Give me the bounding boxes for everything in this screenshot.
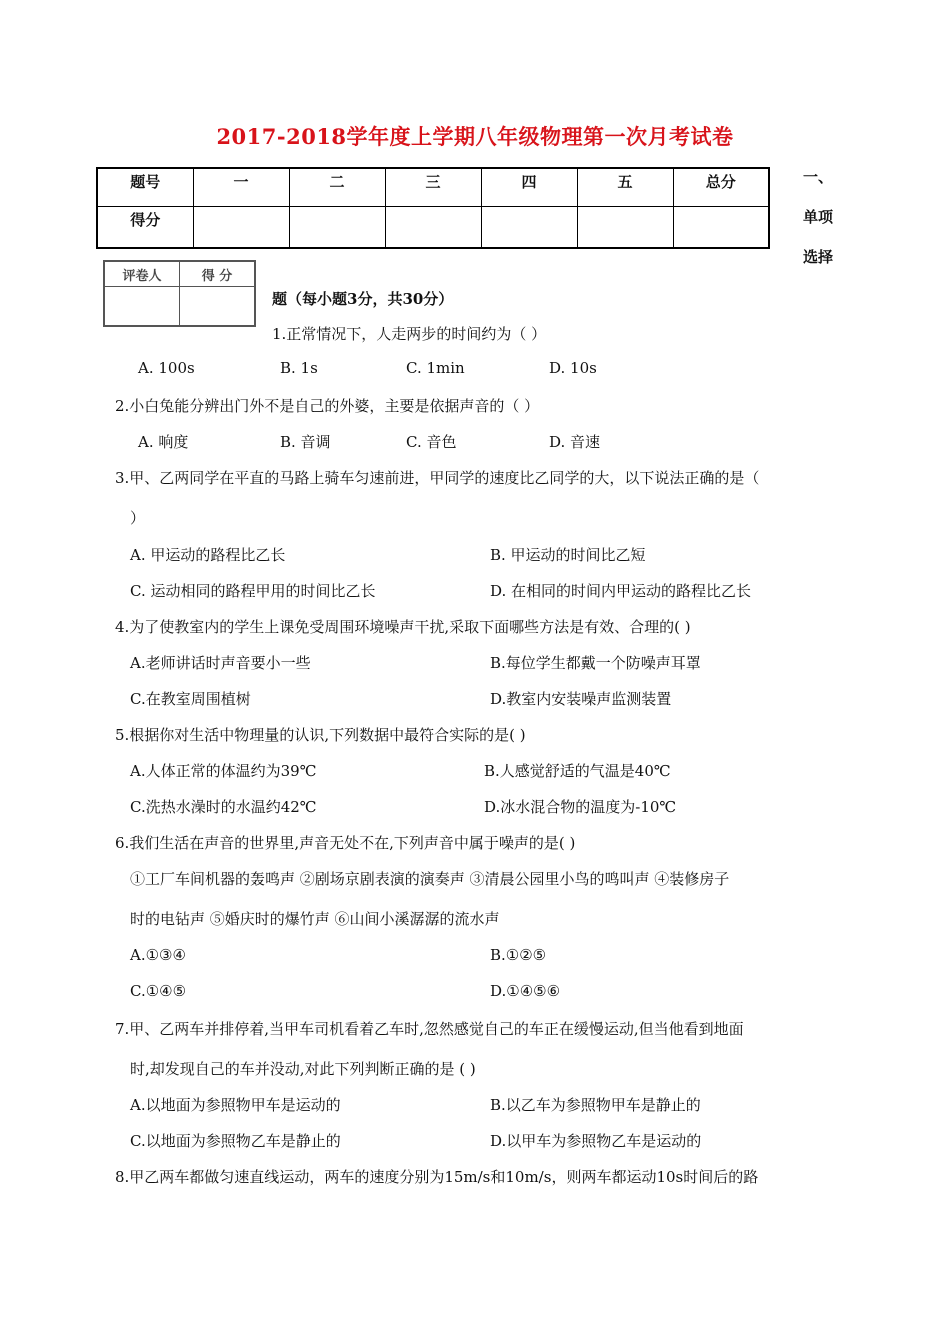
- option: A. 响度: [138, 433, 189, 451]
- score-label: 得 分: [180, 261, 256, 287]
- question-6: 6.我们生活在声音的世界里,声音无处不在,下列声音中属于噪声的是( ): [115, 834, 576, 852]
- score-row-label: 得分: [97, 206, 193, 248]
- option: D. 在相同的时间内甲运动的路程比乙长: [490, 582, 752, 600]
- option: B.以乙车为参照物甲车是静止的: [490, 1096, 701, 1114]
- option: C. 1min: [406, 359, 465, 377]
- option: D.①④⑤⑥: [490, 982, 561, 1000]
- question-6-items-cont: 时的电钻声 ⑤婚庆时的爆竹声 ⑥山间小溪潺潺的流水声: [130, 910, 500, 928]
- score-cell: [289, 206, 385, 248]
- option: C.洗热水澡时的水温约42℃: [130, 798, 317, 816]
- option: A. 100s: [138, 359, 195, 377]
- grader-cell: [104, 287, 180, 327]
- score-header: 一: [193, 168, 289, 206]
- question-6-items: ①工厂车间机器的轰鸣声 ②剧场京剧表演的演奏声 ③清晨公园里小鸟的鸣叫声 ④装修房子: [130, 870, 730, 888]
- score-cell: [481, 206, 577, 248]
- option: C.以地面为参照物乙车是静止的: [130, 1132, 341, 1150]
- question-3-cont: ）: [130, 509, 146, 527]
- option: C. 音色: [406, 433, 457, 451]
- question-3: 3.甲、乙两同学在平直的马路上骑车匀速前进，甲同学的速度比乙同学的大，以下说法正确的是（: [115, 469, 760, 487]
- option: D.以甲车为参照物乙车是运动的: [490, 1132, 702, 1150]
- score-table: [96, 167, 770, 249]
- option: C.①④⑤: [130, 982, 187, 1000]
- score-header: 二: [289, 168, 385, 206]
- score-cell: [180, 287, 256, 327]
- score-header: 五: [577, 168, 673, 206]
- score-header: 题号: [97, 168, 193, 206]
- option: C.在教室周围植树: [130, 690, 251, 708]
- option: D. 音速: [549, 433, 601, 451]
- score-header: 三: [385, 168, 481, 206]
- score-cell: [673, 206, 769, 248]
- question-7-cont: 时,却发现自己的车并没动,对此下列判断正确的是 ( ): [130, 1060, 476, 1078]
- score-header: 总分: [673, 168, 769, 206]
- option: D. 10s: [549, 359, 597, 377]
- score-cell: [193, 206, 289, 248]
- question-5: 5.根据你对生活中物理量的认识,下列数据中最符合实际的是( ): [115, 726, 526, 744]
- section-title: 题（每小题3分，共30分）: [272, 290, 454, 308]
- option: B.人感觉舒适的气温是40℃: [484, 762, 671, 780]
- score-header: 四: [481, 168, 577, 206]
- option: D.冰水混合物的温度为-10℃: [484, 798, 677, 816]
- option: D.教室内安装噪声监测装置: [490, 690, 672, 708]
- option: A. 甲运动的路程比乙长: [130, 546, 286, 564]
- option: C. 运动相同的路程甲用的时间比乙长: [130, 582, 376, 600]
- option: B.每位学生都戴一个防噪声耳罩: [490, 654, 701, 672]
- section-heading-part: 选择: [803, 248, 834, 266]
- option: B. 1s: [280, 359, 318, 377]
- question-4: 4.为了使教室内的学生上课免受周围环境噪声干扰,采取下面哪些方法是有效、合理的( ): [115, 618, 691, 636]
- option: A.人体正常的体温约为39℃: [130, 762, 317, 780]
- section-heading-part: 一、: [803, 168, 834, 186]
- score-cell: [385, 206, 481, 248]
- option: B. 音调: [280, 433, 331, 451]
- grader-label: 评卷人: [104, 261, 180, 287]
- option: B.①②⑤: [490, 946, 547, 964]
- option: A.①③④: [130, 946, 186, 964]
- question-8: 8.甲乙两车都做匀速直线运动，两车的速度分别为15m/s和10m/s，则两车都运动10s时间后的路: [115, 1168, 759, 1186]
- question-2: 2.小白兔能分辨出门外不是自己的外婆，主要是依据声音的（ ）: [115, 397, 540, 415]
- question-1: 1.正常情况下，人走两步的时间约为（ ）: [272, 325, 547, 343]
- page-title: 2017-2018学年度上学期八年级物理第一次月考试卷: [216, 124, 734, 149]
- section-heading-part: 单项: [803, 208, 834, 226]
- option: B. 甲运动的时间比乙短: [490, 546, 646, 564]
- option: A.以地面为参照物甲车是运动的: [130, 1096, 341, 1114]
- score-cell: [577, 206, 673, 248]
- grader-table: [103, 260, 256, 327]
- option: A.老师讲话时声音要小一些: [130, 654, 311, 672]
- question-7: 7.甲、乙两车并排停着,当甲车司机看着乙车时,忽然感觉自己的车正在缓慢运动,但当他看到地面: [115, 1020, 744, 1038]
